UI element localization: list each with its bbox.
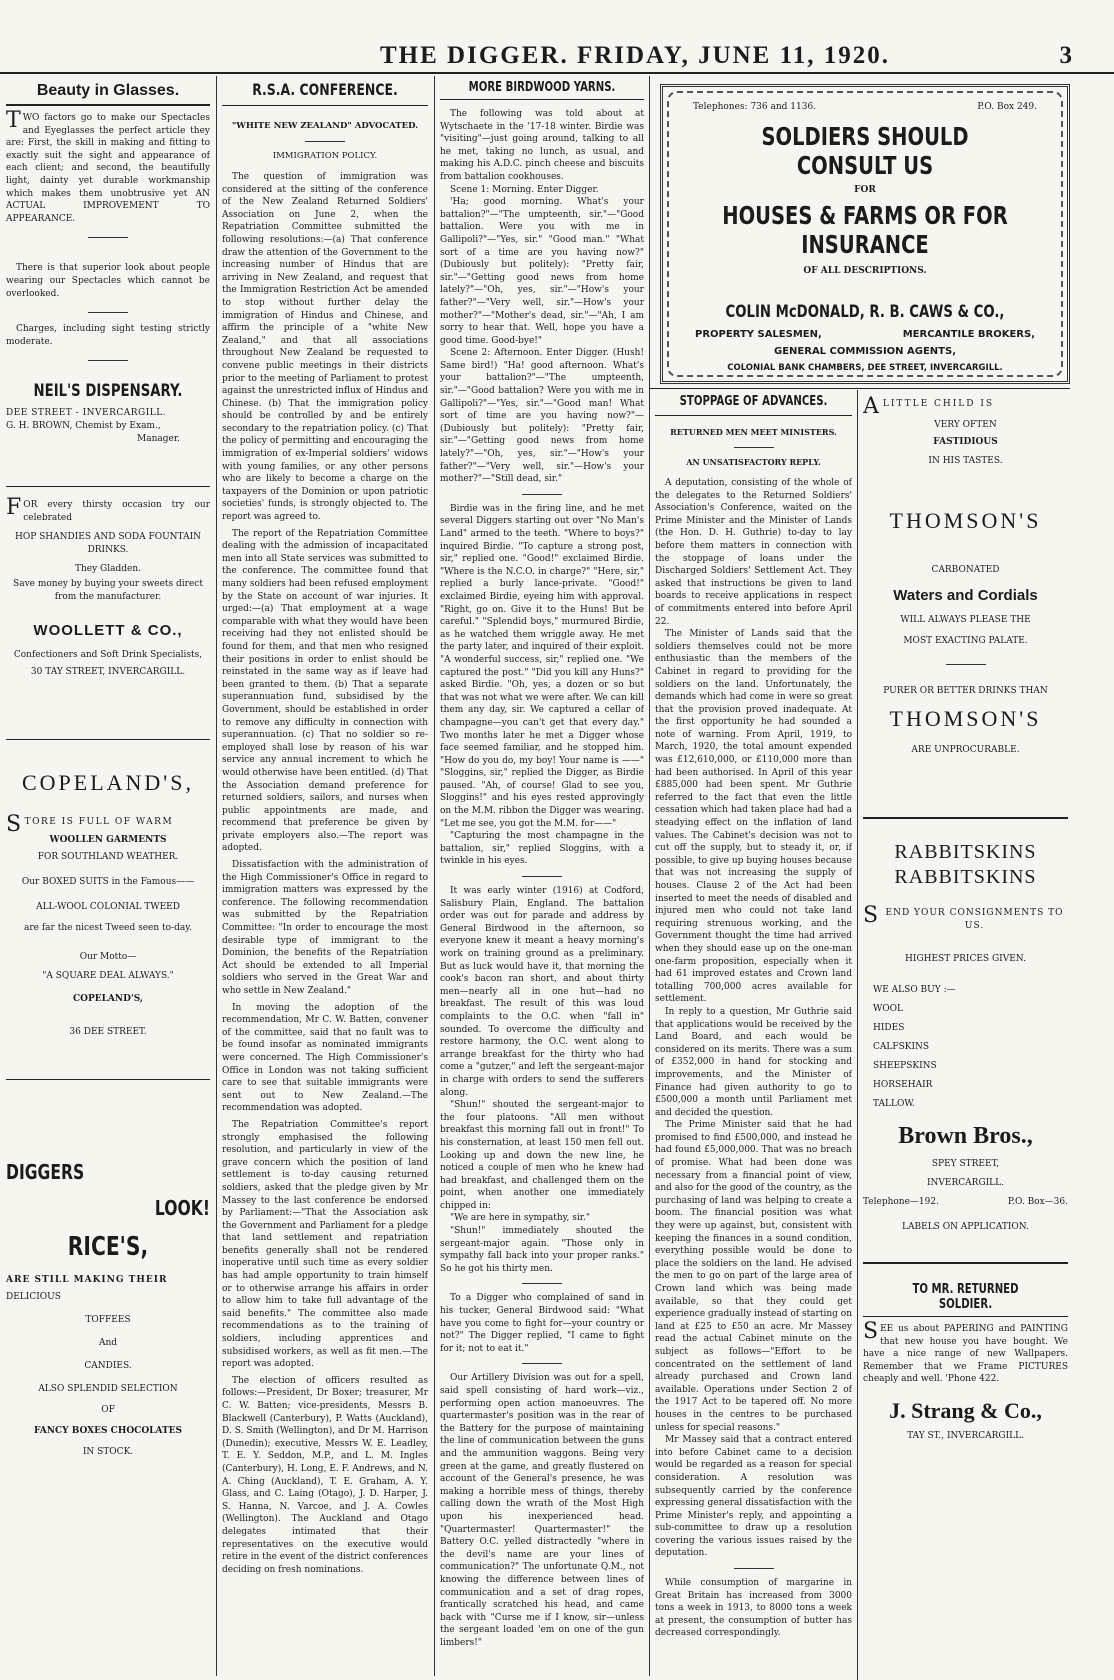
rices-line: FANCY BOXES CHOCOLATES [33,1425,183,1436]
paragraph: The election of officers resulted as follows:—President, Dr Boxer; treasurer, Mr C. W. Batten; vice-presidents, Messrs B. Blackwell (Canterbury), P. Watts (Auckland), D. S. Smith (Wellington), and Dr M. Harrison (Dunedin); executive, Messrs W. E. Leadley, T. E. Y. Seddon, M.P., and L. M. Ingles (Canterbury), H. Long, E. F. Andrews, and N. A. Ching (Auckland), T. E. Graham, A. Y. Glass, and C. Laing (Otago), J. D. Harper, J. S. Hanna, N. Varcoe, and J. A. Cowles (Wellington). The Auckland and Otago delegates intimated that their representatives on the executive would retire in the event of the district conferences deciding on fresh nominations. [222,1375,428,1575]
separator [88,360,128,361]
copeland-line: COPELAND'S, [72,993,144,1004]
copeland-line: STORE IS FULL OF WARM [6,811,174,837]
thomson-line: WILL ALWAYS PLEASE THE [900,615,1031,625]
brown-item: WOOL [873,1004,903,1014]
thomson-line: ALITTLE CHILD IS [863,394,995,419]
separator [88,312,128,313]
paragraph: It was early winter (1916) at Codford, Salisbury Plain, England. The battalion order was out for parade and address by General Birdwood in the afternoon, so everyone knew it meant a heavy morning's work on training ground as a preliminary. But as luck would have it, that morning the cook's bacon ran short, and about thirty men—nearly all in one hut—had no breakfast. The result of this was loud complaints to the O.C. when "fall in" sounded. To overcome the difficulty and restore harmony, the O.C. went along to arrange breakfast for the thirty who had come a "gutzer," and left the sergeant-major in charge with orders to send the sufferers along. [440,886,644,1098]
thomson-line: MOST EXACTING PALATE. [903,636,1028,646]
brown-item: TALLOW. [873,1099,915,1109]
paragraph: Birdie was in the firing line, and he met several Diggers starting out over "No Man's Land" armed to the teeth. "Where to boys?" inquired Birdie. "To capture a strong post, sir," replied one. "Good!" exclaimed Birdie. "Where is the N.C.O. in charge?" "Here, sir," replied a burly lance-private. "Good!" exclaimed Birdie, eyeing him with approval. "Right, go on. Give it to the Huns! But be careful." "Splendid boys," murmured Birdie, as he watched them wriggle away. He met the party later, and inquired of their exploit. "A wonderful success, sir," replied one. "We captured the post." "Did you kill any Huns?" asked Birdie. "Oh, yes, a dozen or so but that was not what we were after. We can kill them any day, sir. We captured a cellar of champagne—you can't get that every day." Two months later he met a Digger whose face seemed familiar, and he stopped him. "How do you do, my boy! Your name is ——" "Sloggins, sir," replied the Digger, as Birdie paused. "Ah, of course! Glad to see you, Sloggins!" and his eyes rested approvingly on the M.M. ribbon the Digger was wearing. "Let me see, you got the M.M. for——" [440,503,644,829]
woollett-intro: FOR every thirsty occasion try our celebrated [6,495,210,523]
rices-diggers: DIGGERS [6,1159,85,1184]
paragraph: In reply to a question, Mr Guthrie said that applications would be received by the Land Board, and each would be considered on its merits. There was a sum of £352,000 in hand for stocking and improvements, and the Minister of Finance had given authority to go to £500,000 a month until Parliament met and decided the question. [655,1006,852,1118]
brown-items [863,1003,1068,1111]
article-title: STOPPAGE OF ADVANCES. [679,394,828,409]
neils-title: NEIL'S DISPENSARY. [33,381,183,402]
brown-line: HIGHEST PRICES GIVEN. [905,954,1026,964]
separator [946,664,986,665]
ad-address: COLONIAL BANK CHAMBERS, DEE STREET, INVERCARGILL. [727,363,1003,373]
thomson-line: VERY OFTEN [934,420,997,430]
paragraph: In moving the adoption of the recommendation, Mr C. W. Batten, convener of the committee, said that no fault was to be found insofar as nominated immigrants were concerned. The High Commissioner's Office in London was not taking sufficient care to see that suitable immigrants were sent out to New Zealand.—The recommendation was adopted. [222,1002,428,1114]
paragraph: Mr Massey said that a contract entered into before Cabinet came to a decision would be regarded as a reason for special consideration. A resolution was subsequently carried by the conference expressing general dissatisfaction with the Prime Minister's reply, and appointing a sub-committee to draw up a resolution covering the various issues raised by the deputation. [655,1435,852,1559]
rices-look: LOOK! [154,1195,210,1220]
neils-manager: Manager. [136,434,180,445]
divider [863,1262,1068,1264]
brown-line: SPEY STREET, [931,1159,1000,1169]
separator [305,141,345,142]
ad-headline-2: HOUSES & FARMS OR FOR INSURANCE [722,201,1008,259]
paragraph: The Repatriation Committee's report strongly emphasised the following resolution, and particularly in view of the grave concern which the position of land settlement is to-day causing returned soldiers, asked that the pledge given by Mr Massey to the last conference be endorsed by Parliament:—"That the Association ask the Government and Parliament for a pledge that land settlement and repatriation benefits generally shall not be rendered inoperative until such time as every soldier has had ample opportunity to train himself or to otherwise arrange his affairs in order to allow him to take full advantage of the said benefits." The committee also made recommendations as to the training of soldiers, including apprentices and subsidised workers, as well as fit men.—The report was adopted. [222,1119,428,1370]
separator [522,876,562,877]
thomson-line: FASTIDIOUS [933,437,998,447]
article-subtitle: "WHITE NEW ZEALAND" ADVOCATED. [231,121,419,131]
ad-for: FOR [854,185,876,195]
divider [6,1079,210,1080]
masthead [0,38,1114,76]
copeland-line: WOOLLEN GARMENTS [49,834,167,845]
dropcap: T [6,108,21,133]
thomson-title-2: THOMSON'S [889,706,1042,731]
brown-item: CALFSKINS [873,1042,930,1052]
divider [655,415,852,416]
divider [6,739,210,740]
woollett-line: Save money by buying your sweets direct from the manufacturer. [13,578,203,602]
divider [863,1316,1068,1317]
article-subtitle: RETURNED MEN MEET MINISTERS. [670,427,837,437]
paragraph: The Prime Minister said that he had promised to find £500,000, and instead he had found £5,000,000. That was no breach of promise. What had been done was necessary from a financial point of view, and also for the good of the country, as the purchasing of land was helping to create a boom. The financial position was what they were up against, but, consistent with keeping the finances in a sound condition, everything possible would be done to place the soldiers on the land. He advised the men to go on part of the large area of Crown land which was being made available, so that they could get experience gradually instead of starting on land at £25 to £50 an acre. Mr Massey read the actual Cabinet minute on the subject as follows—"Effort to be concentrated on the settlement of land already purchased and Crown land available. Operations under Section 2 of the 1917 Act to be tapered off. No more houses in the centres to be purchased unless for special reasons." [655,1120,852,1433]
rices-line: OF [101,1404,115,1415]
ad-descriptions: OF ALL DESCRIPTIONS. [803,266,927,276]
brown-line: LABELS ON APPLICATION. [902,1222,1029,1232]
paragraph: The report of the Repatriation Committee dealing with the admission of incapacitated men into all State services was submitted to the conference. The committee found that many soldiers had been refused employment by the State on account of war injuries. It urged:—(a) That employment at a wage comparable with what they would have been receiving had they not enlisted should be found for them, and that men who resigned their positions in order to enlist should be reinstated in the same way as if leave had been granted to them. (b) That a separate superannuation fund, subsidised by the Government, should be established in order to remove any difficulty in connection with superannuation. (c) That no soldier so re-employed shall lose by reason of his war service any annual increment to which he would otherwise have been entitled. (d) That the Association demand preference for returned soldiers, sailors, and nurses when public appointments are made, and recommend that preference be given by private employers also.—The report was adopted. [222,528,428,854]
paragraph: While consumption of margarine in Great Britain has increased from 3000 tons a week in 1913, to 8000 tons a week at present, the consumption of butter has decreased correspondingly. [655,1578,852,1639]
separator [734,447,774,448]
neils-address: DEE STREET - INVERCARGILL. [6,408,167,419]
divider [6,104,210,106]
column-2 [222,80,428,1676]
article-title: MORE BIRDWOOD YARNS. [468,80,616,95]
brown-buy: WE ALSO BUY :— [873,985,956,995]
separator [734,1568,774,1569]
masthead-title: THE DIGGER. FRIDAY, JUNE 11, 1920. [380,42,890,69]
rices-line: TOFFEES [85,1314,131,1325]
thomson-line: IN HIS TASTES. [928,456,1003,466]
rabbitskins-title: RABBITSKINS [894,866,1037,888]
article-subtitle: AN UNSATISFACTORY REPLY. [686,457,821,467]
thomson-waters: Waters and Cordials [893,587,1038,604]
paragraph: "Capturing the most champagne in the battalion, sir," replied Sloggins, with a twinkle in his eyes. [440,831,644,867]
strang-address: TAY ST., INVERCARGILL. [907,1430,1024,1441]
woollett-title: WOOLLETT & CO., [33,621,183,639]
copeland-line: ALL-WOOL COLONIAL TWEED [36,901,180,912]
paragraph: To a Digger who complained of sand in his tucker, General Birdwood said: "What have you come to fight for—your country or not?" The Digger replied, "I came to fight for it; not to eat it." [440,1293,644,1354]
woollett-address: 30 TAY STREET, INVERCARGILL. [30,666,186,677]
page-number: 3 [1059,42,1072,69]
separator [522,494,562,495]
ad-line: GENERAL COMMISSION AGENTS, [774,346,956,357]
separator [88,237,128,238]
column-3 [440,80,644,1676]
ad-firm: COLIN McDONALD, R. B. CAWS & CO., [725,302,1005,322]
paragraph: "We are here in sympathy, sir." [450,1213,591,1224]
rices-line: ALSO SPLENDID SELECTION [38,1383,178,1394]
rices-line: ARE STILL MAKING THEIR [6,1274,168,1285]
divider [6,486,210,487]
column-5 [863,394,1068,1676]
divider [222,105,428,106]
paragraph: 'Ha; good morning. What's your battalion?"—"The umpteenth, sir."—"Good battalion. Were you with me in Gallipoli?"—"Yes, sir." "Good man." "What sort of a time are you having now?" (Dubiously but politely): "Pretty fair, sir."—"Getting good news from home lately?"—"Oh, yes, sir."—"How's your father?"—"Very well, sir."—How's your mother?"—"Mother's dead, sir."—"Ah, I am sorry to hear that. Well, hope you have a good time. Good-bye!" [440,197,644,346]
article-subtitle: IMMIGRATION POLICY. [272,151,378,161]
beauty-text-3: Charges, including sight testing strictly moderate. [6,324,210,347]
divider [650,388,1070,389]
paragraph: A deputation, consisting of the whole of the delegates to the Returned Soldiers' Association's Conference, waited on the Prime Minister and the Minister of Lands (the Hon. D. H. Guthrie) to-day to lay before them matters in connection with the stoppage of loans under the Discharged Soldiers' Settlement Act. They asked that instructions be given to land boards to receive applications in respect of commitments entered into before April 22. [655,478,852,627]
article-title: R.S.A. CONFERENCE. [252,80,398,99]
copeland-title: COPELAND'S, [21,769,195,795]
thomson-title: THOMSON'S [889,508,1042,533]
copeland-line: FOR SOUTHLAND WEATHER. [37,851,179,862]
brown-item: HIDES [873,1023,905,1033]
rices-line: And [98,1337,118,1348]
column-rule [857,390,858,1680]
copeland-address: 36 DEE STREET. [69,1026,147,1037]
divider [863,817,1068,819]
paragraph: Scene 1: Morning. Enter Digger. [450,184,599,195]
rices-title: RICE'S, [67,1231,149,1262]
paragraph: Scene 2: Afternoon. Enter Digger. (Hush! Same bird!) "Ha! good afternoon. What's your battalion?"—"The umpteenth, sir."—"Good battalion? Were you with me in Gallipoli?"—"Yes, sir."—"Good man! What sort of time are you having now?"—(Dubiously but politely): "Pretty fair, sir."—"Getting good news from home lately?"—"Oh, yes, sir."—"How's your father?"—"Very well, sir."—How's your mother?"—"Still dead, sir." [440,348,644,485]
rices-line: CANDIES. [84,1360,132,1371]
brown-title: Brown Bros., [898,1123,1033,1149]
rabbitskins-title: RABBITSKINS [894,841,1037,863]
column-rule [216,76,217,1676]
paragraph: "Shun!" immediately shouted the sergeant-major again. "Those only in sympathy fall back into your proper ranks." So he got his thirty men. [440,1226,644,1274]
copeland-line: Our Motto— [79,951,137,962]
woollett-line: Confectioners and Soft Drink Specialists, [13,649,203,660]
woollett-line: They Gladden. [74,563,141,574]
column-4 [655,394,852,1676]
strang-name: J. Strang & Co., [889,1397,1042,1423]
thomson-line: CARBONATED [931,565,1000,575]
paragraph: "Shun!" shouted the sergeant-major to the four platoons. "All men without breakfast this morning fall out in front!" To his consternation, at least 150 men fell out. Looking up and down the new line, he noticed a couple of men who he knew had had breakfast, and challenged them on the point, when another one immediately chipped in: [440,1100,644,1211]
copeland-line: are far the nicest Tweed seen to-day. [24,922,192,933]
brown-item: HORSEHAIR [873,1080,933,1090]
thomson-line: PURER OR BETTER DRINKS THAN [883,686,1048,696]
neils-chemist: G. H. BROWN, Chemist by Exam., [6,421,161,432]
paragraph: The question of immigration was considered at the sitting of the conference of the New Zealand Returned Soldiers' Association on June 2, when the Repatriation Committee submitted the following resolutions:—(a) That conference draw the attention of the Government to the increasing number of Hindus that are arriving in New Zealand, and request that the Immigration Restriction Act be amended to stop without further delay the immigration of Hindus and Chinese, and affirm the principle of a "white New Zealand," and that all associations throughout New Zealand be requested to convene public meetings in their districts prior to the meeting of Parliament to protest against the unrestricted influx of Hindus and Chinese. (b) That the immigration policy should be controlled by and be entirely secondary to the repatriation policy. (c) That the policy of permitting and encouraging the immigration of ex-Imperial soldiers' widows with young families, or any other persons who are likely to become a charge on the taxpayers of the Dominion or upon patriotic societies' funds, is strongly objected to. The report was agreed to. [222,172,428,523]
woollett-line: HOP SHANDIES AND SODA FOUNTAIN DRINKS. [15,531,201,555]
paragraph: Dissatisfaction with the administration of the High Commissioner's Office in regard to immigration matters was expressed by the conference. The following recommendation was submitted by the Repatriation Committee: "In order to encourage the most desirable type of immigrant to the Dominion, the benefits of the Repatriation Act should be extended to all Imperial soldiers who served in the Great War and who settle in New Zealand." [222,860,428,996]
beauty-text-2: There is that superior look about people wearing our Spectacles which cannot be overlooked. [6,263,210,299]
strang-title: TO MR. RETURNED SOLDIER. [912,1282,1019,1312]
paragraph: The following was told about at Wytschaete in the '17-18 winter. Birdie was "visiting"—just going around, talking to all he met, taking no lunch, as usual, and making his A.D.C. pinch cheese and biscuits from battalion cookhouses. [440,109,644,182]
brown-contact: Telephone—192. P.O. Box—36. [863,1197,1068,1207]
ad-telephones: Telephones: 736 and 1136. P.O. Box 249. [693,102,1037,112]
brown-line: SEND YOUR CONSIGNMENTS TO US. [863,903,1064,931]
separator [522,1363,562,1364]
paragraph: Our Artillery Division was out for a spell, said spell consisting of hard work—viz., performing open action manoeuvres. The quartermaster's position was in the rear of the Battery for the purpose of maintaining the line of communication between the guns and the ammunition waggons. Being very green at the game, and greatly flustered on account of the General's presence, he was making a horrible mess of things, thereby calling down the wrath of the Most High upon his inexperienced head. "Quartermaster! Quartermaster!" the Battery O.C. yelled distractedly "where in the devil's name are your lines of communication?" The unfortunate Q.M., not knowing the difference between lines of communication and a set of drag ropes, frantically scratched his head, and came back with "Curse me if I know, sir—unless the sergeant loaded 'em on one of the gun limbers!" [440,1373,644,1648]
beauty-text: TWO factors go to make our Spectacles and Eyeglasses the perfect article they are: First, the skill in making and fitting to exactly suit the sight and appearance of each client; and second, the beautifully light, dainty yet durable workmanship which makes them unobtrusive yet AN ACTUAL IMPROVEMENT TO APPEARANCE. [6,108,210,224]
strang-text: SEE us about PAPERING and PAINTING that new house you have bought. We have a nice range of new Wallpapers. Remember that we Frame PICTURES cheaply and well. 'Phone 422. [863,1319,1068,1385]
divider [440,99,644,100]
separator [522,1283,562,1284]
ad-line: PROPERTY SALESMEN, MERCANTILE BROKERS, [695,329,1035,340]
copeland-line: Our BOXED SUITS in the Famous—— [21,876,195,887]
thomson-line: ARE UNPROCURABLE. [911,745,1020,755]
beauty-title: Beauty in Glasses. [36,82,180,99]
column-1 [6,80,210,1676]
brown-line: INVERCARGILL. [927,1178,1004,1188]
ad-headline: SOLDIERS SHOULD CONSULT US [761,122,969,180]
rices-line: DELICIOUS [6,1291,61,1302]
column-rule [434,76,435,1676]
brown-item: SHEEPSKINS [873,1061,937,1071]
column-rule [649,76,650,1676]
rices-line: IN STOCK. [82,1446,134,1457]
masthead-rule [0,72,1114,74]
paragraph: The Minister of Lands said that the soldiers themselves could not be more enthusiastic than the members of the Cabinet in regard to providing for the soldiers on the land. Unfortunately, the demands which had come in were so great that the provision proved inadequate. At the first opportunity he had sounded a note of warning. From April, 1919, to March, 1920, the total amount expended was £12,610,000, or £110,000 more than had been authorised. In April of this year £885,000 had been spent. Mr Guthrie referred to the fact that even the little cessation which had taken place had had a steadying effect on the inflation of land values. The Cabinet's decision was not to cut off the supply, but to steady it, or, if possible, to give up buying houses because that was not increasing the supply of houses. Clause 2 of the Act had been inserted to meet the needs of disabled and injured men who could not take land requiring strenuous working, and the Government thought the time had arrived when they should ease up on the one-man one-farm proposition, especially when it had 61 improved estates and Crown land totalling 700,000 acres available for settlement. [655,629,852,1005]
soldiers-consult-ad [660,84,1070,384]
copeland-line: "A SQUARE DEAL ALWAYS." [42,970,174,981]
